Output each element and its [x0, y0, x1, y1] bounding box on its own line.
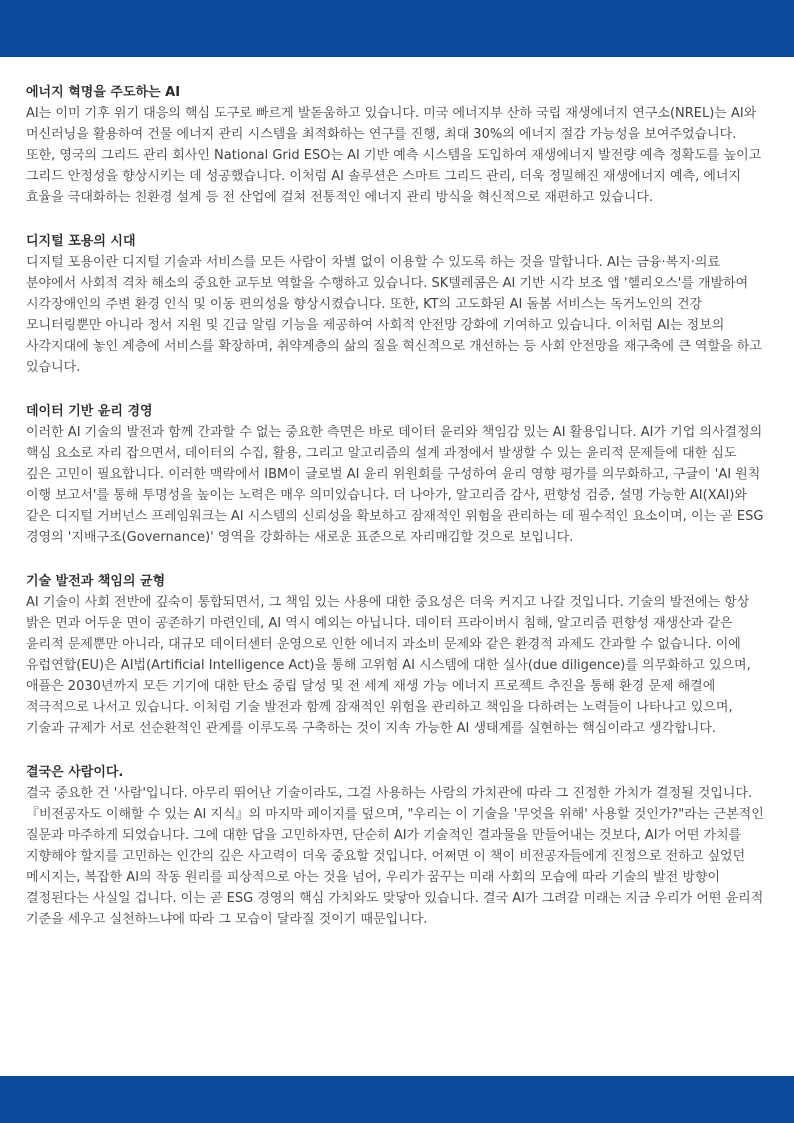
section-digital-inclusion	[26, 232, 764, 378]
section-title: 에너지 혁명을 주도하는 AI	[26, 85, 181, 100]
section-title: 데이터 기반 윤리 경영	[26, 404, 153, 419]
section-paragraph: AI는 이미 기후 위기 대응의 핵심 도구로 빠르게 발돋움하고 있습니다. 미국 에너지부 산하 국립 재생에너지 연구소(NREL)는 AI와 머신러닝을 활용하여 건물 에너지 관리 시스템을 최적화하는 연구를 진행, 최대 30%의 에너지 절감 가능성을 보여주었습니다. 또한, 영국의 그리드 관리 회사인 National Grid ESO는 AI 기반 예측 시스템을 도입하여 재생에너지 발전량 예측 정확도를 높이고 그리드 안정성을 향상시키는 데 성공했습니다. 이처럼 AI 솔루션은 스마트 그리드 관리, 더욱 정밀해진 재생에너지 예측, 에너지 효율을 극대화하는 친환경 설계 등 전 산업에 걸쳐 전통적인 에너지 관리 방식을 혁신적으로 재편하고 있습니다.	[26, 106, 762, 205]
section-paragraph: 이러한 AI 기술의 발전과 함께 간과할 수 없는 중요한 측면은 바로 데이터 윤리와 책임감 있는 AI 활용입니다. AI가 기업 의사결정의 핵심 요소로 자리 잡으면서, 데이터의 수집, 활용, 그리고 알고리즘의 설계 과정에서 발생할 수 있는 윤리적 문제들에 대한 심도 깊은 고민이 필요합니다. 이러한 맥락에서 IBM이 글로벌 AI 윤리 위원회를 구성하여 윤리 영향 평가를 의무화하고, 구글이 'AI 원칙 이행 보고서'를 통해 투명성을 높이는 노력은 매우 의미있습니다. 더 나아가, 알고리즘 감사, 편향성 검증, 설명 가능한 AI(XAI)와 같은 디지털 거버넌스 프레임워크는 AI 시스템의 신뢰성을 확보하고 잠재적인 위험을 관리하는 데 필수적인 요소이며, 이는 곧 ESG 경영의 '지배구조(Governance)' 영역을 강화하는 새로운 표준으로 자리매김할 것으로 보입니다.	[26, 425, 764, 545]
header-bar	[0, 0, 794, 57]
section-people	[26, 763, 764, 930]
section-title: 기술 발전과 책임의 균형	[26, 574, 166, 589]
section-tech-responsibility	[26, 572, 764, 739]
document-body	[26, 83, 764, 954]
section-title: 디지털 포용의 시대	[26, 234, 136, 249]
footer-bar	[0, 1076, 794, 1123]
section-paragraph: 결국 중요한 건 '사람'입니다. 아무리 뛰어난 기술이라도, 그걸 사용하는 사람의 가치관에 따라 그 진정한 가치가 결정될 것입니다. 『비전공자도 이해할 수 있는 AI 지식』의 마지막 페이지를 덮으며, "우리는 이 기술을 '무엇을 위해' 사용할 것인가?"라는 근본적인 질문과 마주하게 되었습니다. 그에 대한 답을 고민하자면, 단순히 AI가 기술적인 결과물을 만들어내는 것보다, AI가 어떤 가치를 지향해야 할지를 고민하는 인간의 깊은 사고력이 더욱 중요할 것입니다. 어쩌면 이 책이 비전공자들에게 진정으로 전하고 싶었던 메시지는, 복잡한 AI의 작동 원리를 피상적으로 아는 것을 넘어, 우리가 꿈꾸는 미래 사회의 모습에 따라 기술의 발전 방향이 결정된다는 사실일 겁니다. 이는 곧 ESG 경영의 핵심 가치와도 맞닿아 있습니다. 결국 AI가 그려갈 미래는 지금 우리가 어떤 윤리적 기준을 세우고 실천하느냐에 따라 그 모습이 달라질 것이기 때문입니다.	[26, 786, 764, 927]
section-paragraph: 디지털 포용이란 디지털 기술과 서비스를 모든 사람이 차별 없이 이용할 수 있도록 하는 것을 말합니다. AI는 금융·복지·의료 분야에서 사회적 격차 해소의 중요한 교두보 역할을 수행하고 있습니다. SK텔레콤은 AI 기반 시각 보조 앱 '헬리오스'를 개발하여 시각장애인의 주변 환경 인식 및 이동 편의성을 향상시켰습니다. 또한, KT의 고도화된 AI 돌봄 서비스는 독거노인의 건강 모니터링뿐만 아니라 정서 지원 및 긴급 알림 기능을 제공하여 사회적 안전망 강화에 기여하고 있습니다. 이처럼 AI는 정보의 사각지대에 놓인 계층에 서비스를 확장하며, 취약계층의 삶의 질을 혁신적으로 개선하는 등 사회 안전망을 재구축에 큰 역할을 하고 있습니다.	[26, 255, 762, 375]
section-title: 결국은 사람이다.	[26, 765, 124, 780]
section-data-ethics	[26, 402, 764, 548]
section-energy-revolution	[26, 83, 764, 208]
section-paragraph: AI 기술이 사회 전반에 깊숙이 통합되면서, 그 책임 있는 사용에 대한 중요성은 더욱 커지고 나갈 것입니다. 기술의 발전에는 항상 밝은 면과 어두운 면이 공존하기 마련인데, AI 역시 예외는 아닙니다. 데이터 프라이버시 침해, 알고리즘 편향성 재생산과 같은 윤리적 문제뿐만 아니라, 대규모 데이터센터 운영으로 인한 에너지 과소비 문제와 같은 환경적 과제도 간과할 수 없습니다. 이에 유럽연합(EU)은 AI법(Artificial Intelligence Act)을 통해 고위험 AI 시스템에 대한 실사(due diligence)를 의무화하고 있으며, 애플은 2030년까지 모든 기기에 대한 탄소 중립 달성 및 전 세계 재생 가능 에너지 프로젝트 추진을 통해 환경 문제 해결에 적극적으로 나서고 있습니다. 이처럼 기술 발전과 함께 잠재적인 위험을 관리하고 책임을 다하려는 노력들이 나타나고 있으며, 기술과 규제가 서로 선순환적인 관계를 이루도록 구축하는 것이 지속 가능한 AI 생태계를 실현하는 핵심이라고 생각합니다.	[26, 595, 751, 736]
